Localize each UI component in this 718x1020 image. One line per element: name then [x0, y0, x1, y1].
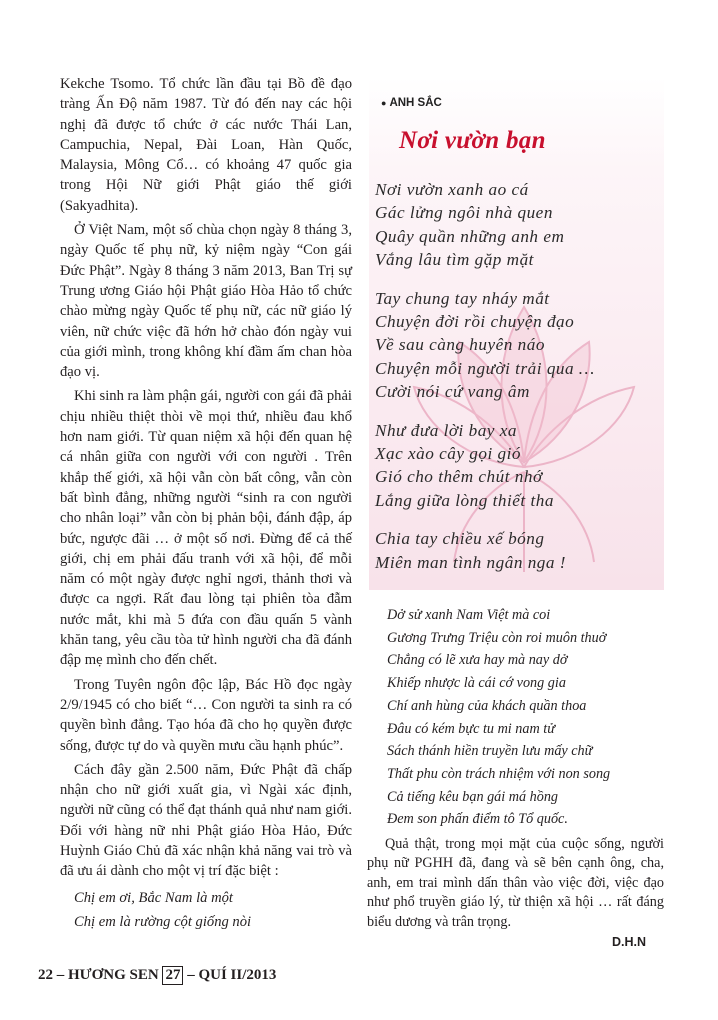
- section-label: ● ANH SẮC: [381, 97, 442, 109]
- paragraph: Trong Tuyên ngôn độc lập, Bác Hồ đọc ngày 2/9/1945 có cho biết “… Con người ta sinh ra có quyền bình đẳng. Tạo hóa đã cho họ quyền được sống, được tự do và quyền mưu cầu hạnh phúc”.: [60, 676, 352, 754]
- verse-line: Khiếp nhược là cái cớ vong gia: [387, 675, 566, 692]
- author-signature: D.H.N: [612, 935, 647, 949]
- page-footer: [38, 966, 276, 985]
- poem-line: Lắng giữa lòng thiết tha: [375, 490, 554, 510]
- closing-paragraph: Quả thật, trong mọi mặt của cuộc sống, người phụ nữ PGHH đã, đang và sẽ bên cạnh ông, cha, anh, em trai mình dấn thân vào việc đời, việc đạo như phổ truyền giáo lý, từ thiện xã hội … rất đáng biểu dương và trân trọng.: [367, 836, 664, 930]
- page-number: 22: [38, 967, 53, 983]
- issue-number: 27: [162, 966, 183, 985]
- poem-title: Nơi vườn bạn: [399, 127, 546, 154]
- poem-line: Xạc xào cây gọi gió: [375, 444, 522, 464]
- poem-line: Gió cho thêm chút nhớ: [375, 467, 543, 487]
- poem-line: Chuyện đời rồi chuyện đạo: [375, 312, 575, 332]
- poem-line: Cười nói cứ vang âm: [375, 382, 530, 402]
- verse-line: Đem son phấn điểm tô Tổ quốc.: [387, 811, 568, 828]
- verse-line: Chí anh hùng của khách quần thoa: [387, 697, 587, 714]
- poem-line: Nơi vườn xanh ao cá: [375, 180, 529, 199]
- poem-box: [369, 77, 664, 590]
- verse-line: Đâu có kém bực tu mi nam tử: [387, 720, 555, 737]
- paragraph: Cách đây gần 2.500 năm, Đức Phật đã chấp nhận cho nữ giới xuất gia, vì Ngài xác định, người nữ cũng có thể đạt thánh quả như nam giới. Đối với hàng nữ nhi Phật giáo Hòa Hảo, Đức Huỳnh Giáo Chủ đã xác nhận khả năng vai trò và đã ưu ái dành cho một vị trí đặc biệt :: [60, 761, 352, 880]
- issue-period: – QUÍ II/2013: [187, 967, 277, 983]
- poem-line: Quây quần những anh em: [375, 226, 565, 246]
- verse-line: Thất phu còn trách nhiệm với non song: [387, 765, 611, 782]
- poem-line: Miên man tình ngân nga !: [375, 552, 567, 572]
- paragraph: Kekche Tsomo. Tổ chức lần đầu tại Bồ đề đạo tràng Ấn Độ năm 1987. Từ đó đến nay các hội nghị đã được tổ chức ở các nước Thái Lan, Campuchia, Nepal, Đài Loan, Hàn Quốc, Malaysia, Mông Cổ… có khoảng 47 quốc gia trong Hội Nữ giới Phật giáo thế giới (Sakyadhita).: [60, 76, 352, 214]
- verse-line: Sách thánh hiền truyền lưu mấy chữ: [387, 743, 593, 760]
- bullet-icon: ●: [381, 98, 387, 108]
- paragraph: Khi sinh ra làm phận gái, người con gái đã phải chịu nhiều thiệt thòi về mọi thứ, nhiều đau khổ hơn nam giới. Từ quan niệm xã hội đến quan hệ cá nhân giữa con người với con người . Trên khắp thế giới, xã hội vẫn còn bất công, vẫn còn bất bình đẳng, những người “sinh ra con người cho nhân loại” vẫn còn bị phản bội, đánh đập, áp bức, ngược đãi … ở một số nơi. Đừng để cả thế giới, chị em phải đấu tranh với xã hội, để mỗi năm có một ngày được nghỉ ngơi, thảnh thơi và được ca ngợi. Rất đau lòng tại phiên tòa đẫm nước mắt, khi mà 5 đứa con đầu quấn 5 vành khăn tang, yêu cầu tòa tử hình người cha đã đánh đập mẹ mình cho đến chết.: [60, 388, 352, 669]
- verse-line: Cả tiếng kêu bạn gái má hồng: [387, 788, 559, 805]
- paragraph: Ở Việt Nam, một số chùa chọn ngày 8 tháng 3, ngày Quốc tế phụ nữ, kỷ niệm ngày “Con gái Đức Phật”. Ngày 8 tháng 3 năm 2013, Ban Trị sự Trung ương Giáo hội Phật giáo Hòa Hảo tổ chức chào mừng ngày Quốc tế phụ nữ, các nữ giáo lý viên, nữ chức việc đã hớn hở chào đón ngày vui của giới mình, trong không khí đầm ấm chan hòa đạo vị.: [60, 222, 352, 381]
- poem-line: Như đưa lời bay xa: [375, 420, 517, 440]
- verse-line: Chẳng có lẽ xưa hay mà nay dở: [387, 652, 568, 669]
- poem-body: [375, 178, 660, 574]
- poem-line: Gác lửng ngôi nhà quen: [375, 203, 553, 223]
- poem-line: Về sau càng huyên náo: [375, 335, 545, 355]
- verse-line: Gương Trưng Triệu còn roi muôn thuở: [387, 629, 607, 646]
- poem-line: Chuyện mỗi người trải qua …: [375, 358, 595, 378]
- left-article-column: [60, 74, 352, 934]
- verse-line: Chị em là rường cột giống nòi: [74, 913, 252, 930]
- poem-line: Chia tay chiều xế bóng: [375, 529, 545, 549]
- verse-line: Dở sử xanh Nam Việt mà coi: [387, 607, 551, 623]
- publication-name: – HƯƠNG SEN: [56, 967, 159, 983]
- right-article-column: [367, 604, 664, 932]
- verse-line: Chị em ơi, Bắc Nam là một: [74, 889, 233, 906]
- poem-line: Tay chung tay nháy mắt: [375, 288, 550, 308]
- poem-line: Vắng lâu tìm gặp mặt: [375, 250, 534, 270]
